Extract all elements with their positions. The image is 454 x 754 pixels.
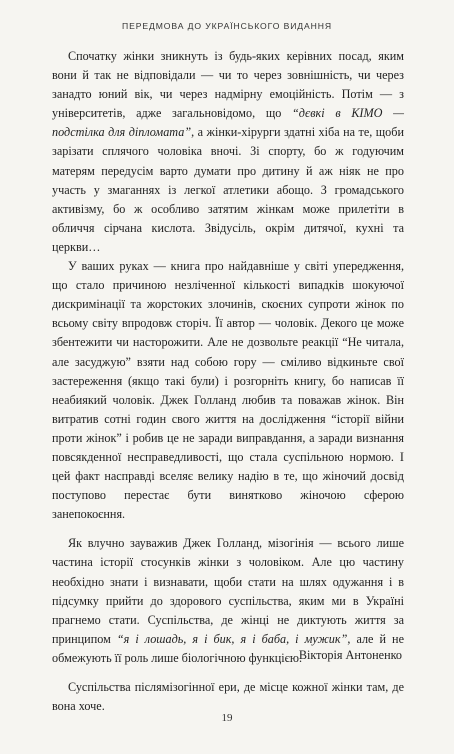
text-run: , а жінки-хірурги здатні хіба на те, щоби зарізати сплячого чоловіка вночі. Зі спорту, бо ж годуючим матерям передусім варто думати про дитину й аж ніяк не про участь у змаганнях із легкої атлетики абощо. З громадського активізму, бо ж особливо затятим жінкам може прилетіти в обличчя сірчана кислота. Звідусіль, окрім дитячої, кухні та церкви…: [52, 125, 404, 254]
paragraph-1: [52, 47, 404, 257]
author-signature: Вікторія Антоненко: [298, 648, 402, 662]
text-run: Як влучно зауважив Джек Голланд, мізогінія — всього лише частина історії стосунків жінки з чоловіком. Але цю частину необхідно знати і визнавати, щоби стати на шлях одужання і в підсумку прийти до здорового суспільства, яким ми в Україні прагнемо стати. Суспільства, де жінці не диктують життя за принципом: [52, 536, 404, 646]
italic-quote: “дєвкі в КІМО — подстілка для діпломата”: [52, 106, 404, 140]
italic-quote: “я і лошадь, я і бик, я і баба, і мужик”: [116, 631, 348, 646]
body-text: [52, 47, 404, 716]
running-head: ПЕРЕДМОВА ДО УКРАЇНСЬКОГО ВИДАННЯ: [122, 21, 332, 31]
page-number: 19: [221, 712, 233, 724]
paragraph-4: [52, 678, 404, 716]
text-run: У ваших руках — книга про найдавніше у світі упередження, що стало причиною незліченної кількості випадків шокуючої дискримінації та жорстоких злочинів, скоєних супроти жінок по всьому світу впродовж сторіч. Її автор — чоловік. Декого це може збентежити чи насторожити. Але не дозвольте реакції “Не читала, але засуджую” взяти над собою гору — сміливо відкиньте свої застереження (якщо такі були) і розгорніть книгу, бо написав її неабиякий чоловік. Джек Голланд любив та поважав жінок. Він витратив сотні годин свого життя на дослідження “історії війни проти жінок” і робив це не заради виправдання, а заради визнання повсякденної несправедливості, що стала суспільною нормою. І цей факт насправді вселяє велику надію в те, що жіночий досвід поступово перестає бути винятково жіночою сферою занепокоєння.: [52, 259, 404, 522]
paragraph-2: [52, 257, 404, 524]
text-run: , але й не обмежують її роль лише біологічною функцією.: [52, 631, 404, 665]
text-run: Суспільства післямізогінної ери, де місце кожної жінки там, де вона хоче.: [52, 680, 404, 714]
text-run: Спочатку жінки зникнуть із будь-яких керівних посад, яким вони й так не відповідали — чи то через зовнішність, чи через занадто юний вік, чи через надмірну емоційність. Потім — з університетів, адже загальновідомо, що: [52, 49, 404, 121]
